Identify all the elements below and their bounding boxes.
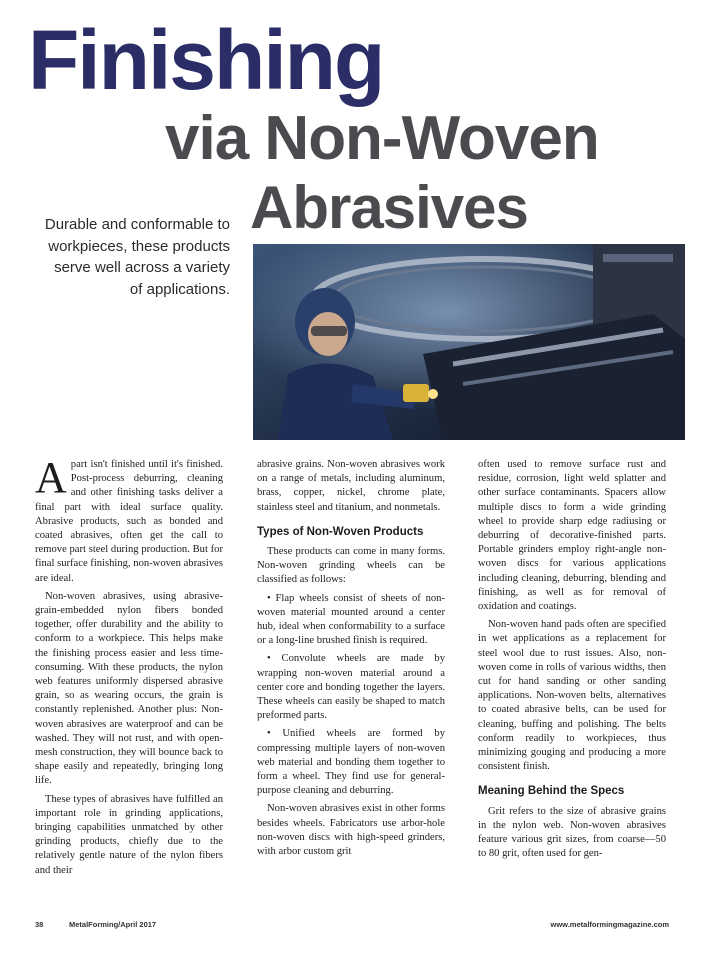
page-number: 38	[35, 920, 44, 929]
worker-machine-illustration	[253, 244, 685, 440]
paragraph: Non-woven hand pads often are specified in wet applications as a replacement for steel wool due to rust issues. Also, non-woven come in rolls of various widths, then cut for hand sanding or other sanding applications. Non-woven belts, alternatives to coated abrasive belts, can be used for cleaning, buffing and polishing. The belts conform readily to workpieces, thus minimizing gouging and producing a more consistent finish.	[478, 619, 666, 773]
paragraph-text: part isn't finished until it's finished. Post-process deburring, cleaning and other finishing tasks deliver a final part with ideal surface quality. Abrasive products, such as bonded and coated abrasives, often get the call to remove part steel during production. But for final surface finishing, non-woven abrasives are ideal.	[35, 459, 223, 584]
paragraph	[35, 453, 223, 586]
website-url[interactable]: www.metalformingmagazine.com	[550, 920, 669, 929]
paragraph: Non-woven abrasives, using abrasive-grain-embedded nylon fibers bonded together, offer durability and the ability to conform to a workpiece. This helps make the finishing process easier and less time-consuming. With these products, the nylon web features uniformly dispersed abrasive grain, so as wearing occurs, the grain is constantly replenished. Another plus: Non-woven abrasives are waterproof and can be washed. They will not rust, and with open-mesh construction, they will bounce back to shape easily and repeatedly, bringing long life.	[35, 590, 223, 787]
headline-finishing: Finishing	[28, 13, 384, 107]
paragraph: • Flap wheels consist of sheets of non-woven material mounted around a center hub, ideal when conformability to a surface or a long-line brushed finish is required.	[257, 592, 445, 647]
page-footer	[35, 920, 669, 934]
paragraph: • Convolute wheels are made by wrapping non-woven material around a center core and bonding together the layers. These wheels can easily be shaped to match preformed parts.	[257, 653, 445, 722]
article-column-3	[478, 458, 666, 865]
paragraph: Non-woven abrasives exist in other forms besides wheels. Fabricators use arbor-hole non-woven discs with high-speed grinders, with arbor custom grit	[257, 803, 445, 858]
article-column-2	[257, 458, 445, 863]
paragraph: abrasive grains. Non-woven abrasives work on a range of metals, including aluminum, brass, copper, nickel, chrome plate, stainless steel and titanium, and nonmetals.	[257, 459, 445, 513]
article-column-1	[35, 453, 223, 882]
deck-text: Durable and conformable to workpieces, these products serve well across a variety of applications.	[44, 216, 230, 298]
headline-via-non-woven: via Non-Woven	[165, 104, 599, 173]
headline-abrasives: Abrasives	[250, 174, 528, 241]
paragraph: Grit refers to the size of abrasive grains in the nylon web. Non-woven abrasives feature various grit sizes, from coarse—50 to 80 grit, often used for gen-	[478, 805, 666, 860]
paragraph: These products can come in many forms. Non-woven grinding wheels can be classified as follows:	[257, 546, 445, 586]
drop-cap: A	[35, 453, 67, 502]
publication-date: MetalForming/April 2017	[69, 920, 157, 929]
article-photo	[253, 244, 685, 440]
paragraph: often used to remove surface rust and residue, corrosion, light weld splatter and other surface contaminants. Spacers allow multiple discs to form a wide grinding wheel to provide sharp edge radiusing or deburring of decorative-finished parts. Portable grinders employ right-angle non-woven discs for various applications including cleaning, deburring, blending and finishing, as well as for removal of oxidation and coatings.	[478, 459, 666, 613]
subhead-types: Types of Non-Woven Products	[257, 525, 424, 538]
paragraph: • Unified wheels are formed by compressing multiple layers of non-woven web material and bonding them together to form a wheel. They find use for general-purpose cleaning and deburring.	[257, 728, 445, 797]
paragraph: These types of abrasives have fulfilled an important role in grinding applications, bringing capabilities unmatched by other grinding products, chiefly due to the relatively gentle nature of the nylon fibers and their	[35, 793, 223, 876]
subhead-specs: Meaning Behind the Specs	[478, 785, 625, 798]
